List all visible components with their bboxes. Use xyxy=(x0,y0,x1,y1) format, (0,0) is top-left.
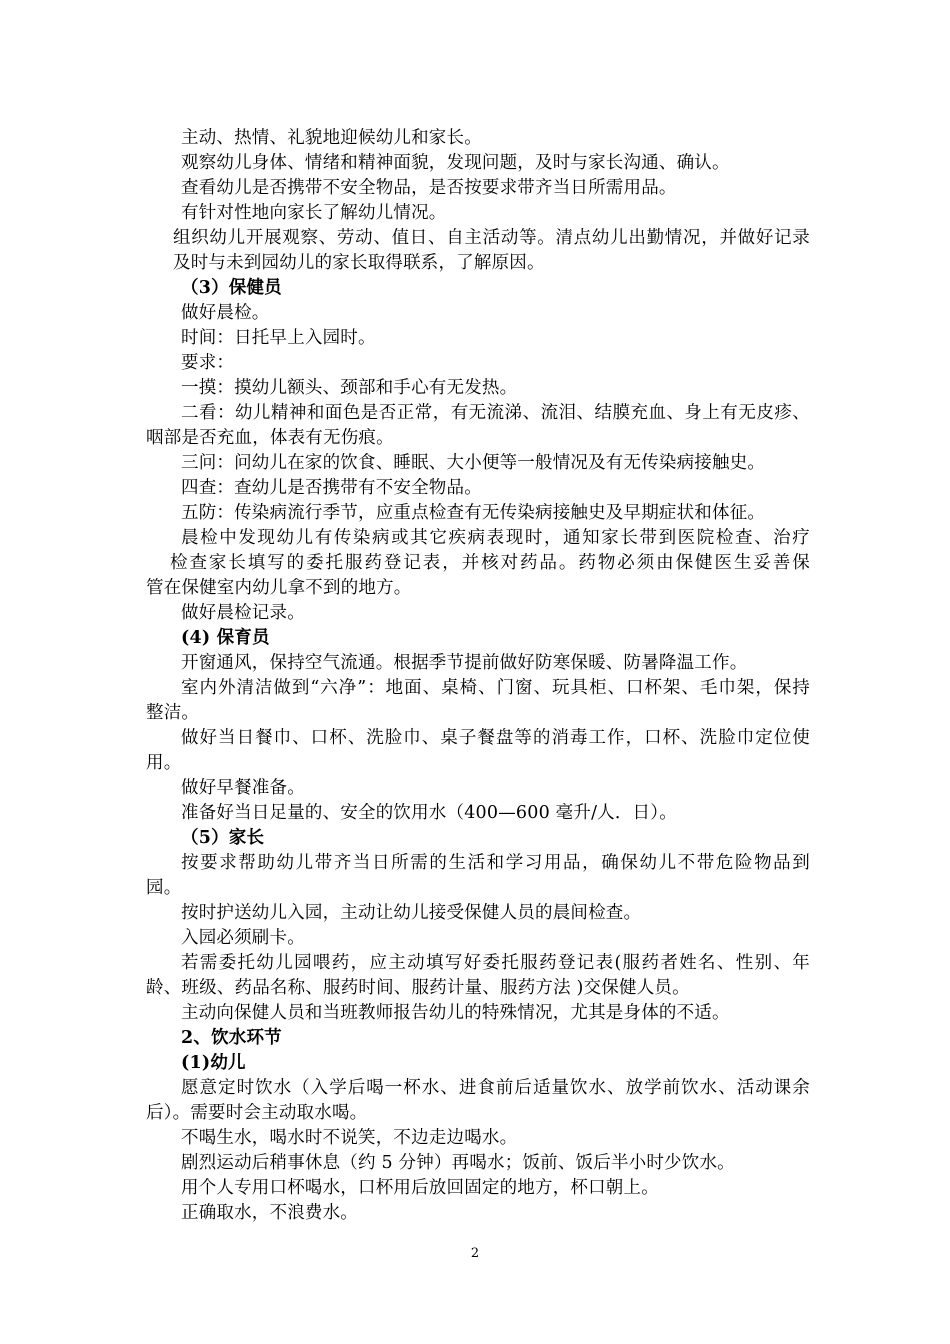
text-line: 五防：传染病流行季节，应重点检查有无传染病接触史及早期症状和体征。 xyxy=(181,503,766,523)
text-line: 用个人专用口杯喝水，口杯用后放回固定的地方，杯口朝上。 xyxy=(181,1178,659,1198)
text-line: 晨检中发现幼儿有传染病或其它疾病表现时，通知家长带到医院检查、治疗 xyxy=(181,528,810,548)
text-line: 做好早餐准备。 xyxy=(181,778,305,798)
text-line: 做好晨检。 xyxy=(181,303,270,323)
text-line: 剧烈运动后稍事休息（约 5 分钟）再喝水；饭前、饭后半小时少饮水。 xyxy=(181,1153,735,1173)
text-line: 二看：幼儿精神和面色是否正常，有无流涕、流泪、结膜充血、身上有无皮疹、 xyxy=(181,403,810,423)
text-line: 后）。需要时会主动取水喝。 xyxy=(146,1103,368,1123)
section-heading: （3）保健员 xyxy=(181,278,282,298)
text-line: 观察幼儿身体、情绪和精神面貌，发现问题，及时与家长沟通、确认。 xyxy=(181,153,730,173)
text-line: 正确取水，不浪费水。 xyxy=(181,1203,358,1223)
page-number: 2 xyxy=(470,1246,480,1261)
text-line: 要求： xyxy=(181,353,235,373)
text-line: 及时与未到园幼儿的家长取得联系，了解原因。 xyxy=(173,253,545,273)
text-line: 入园必须刷卡。 xyxy=(181,928,305,948)
text-line: 不喝生水，喝水时不说笑，不边走边喝水。 xyxy=(181,1128,518,1148)
text-line: 室内外清洁做到“六净”：地面、桌椅、门窗、玩具柜、口杯架、毛巾架，保持 xyxy=(181,678,810,698)
text-line: 按要求帮助幼儿带齐当日所需的生活和学习用品，确保幼儿不带危险物品到 xyxy=(181,853,810,873)
text-line: 用。 xyxy=(146,753,182,773)
section-heading: 2、饮水环节 xyxy=(181,1028,282,1048)
section-heading: (1)幼儿 xyxy=(181,1053,246,1073)
text-line: 龄、班级、药品名称、服药时间、服药计量、服药方法 )交保健人员。 xyxy=(146,978,690,998)
text-line: 一摸：摸幼儿额头、颈部和手心有无发热。 xyxy=(181,378,518,398)
text-line: 做好晨检记录。 xyxy=(181,603,305,623)
text-line: 时间：日托早上入园时。 xyxy=(181,328,376,348)
text-line: 准备好当日足量的、安全的饮用水（400—600 毫升/人．日）。 xyxy=(181,803,677,823)
text-line: 检查家长填写的委托服药登记表，并核对药品。药物必须由保健医生妥善保 xyxy=(170,553,810,573)
text-line: 做好当日餐巾、口杯、洗脸巾、桌子餐盘等的消毒工作，口杯、洗脸巾定位使 xyxy=(181,728,810,748)
section-heading: （5）家长 xyxy=(181,828,265,848)
text-line: 开窗通风，保持空气流通。根据季节提前做好防寒保暖、防暑降温工作。 xyxy=(181,653,748,673)
text-line: 组织幼儿开展观察、劳动、值日、自主活动等。清点幼儿出勤情况，并做好记录 xyxy=(173,228,810,248)
text-line: 有针对性地向家长了解幼儿情况。 xyxy=(181,203,447,223)
text-line: 愿意定时饮水（入学后喝一杯水、进食前后适量饮水、放学前饮水、活动课余 xyxy=(181,1078,810,1098)
text-line: 咽部是否充血，体表有无伤痕。 xyxy=(146,428,394,448)
text-line: 主动、热情、礼貌地迎候幼儿和家长。 xyxy=(181,128,482,148)
text-line: 整洁。 xyxy=(146,703,200,723)
text-line: 主动向保健人员和当班教师报告幼儿的特殊情况，尤其是身体的不适。 xyxy=(181,1003,730,1023)
text-line: 四查：查幼儿是否携带有不安全物品。 xyxy=(181,478,482,498)
text-line: 园。 xyxy=(146,878,182,898)
text-line: 按时护送幼儿入园，主动让幼儿接受保健人员的晨间检查。 xyxy=(181,903,642,923)
text-line: 若需委托幼儿园喂药，应主动填写好委托服药登记表(服药者姓名、性别、年 xyxy=(181,953,810,973)
text-line: 查看幼儿是否携带不安全物品，是否按要求带齐当日所需用品。 xyxy=(181,178,677,198)
section-heading: (4) 保育员 xyxy=(181,628,270,648)
text-line: 三问：问幼儿在家的饮食、睡眠、大小便等一般情况及有无传染病接触史。 xyxy=(181,453,766,473)
text-line: 管在保健室内幼儿拿不到的地方。 xyxy=(146,578,412,598)
